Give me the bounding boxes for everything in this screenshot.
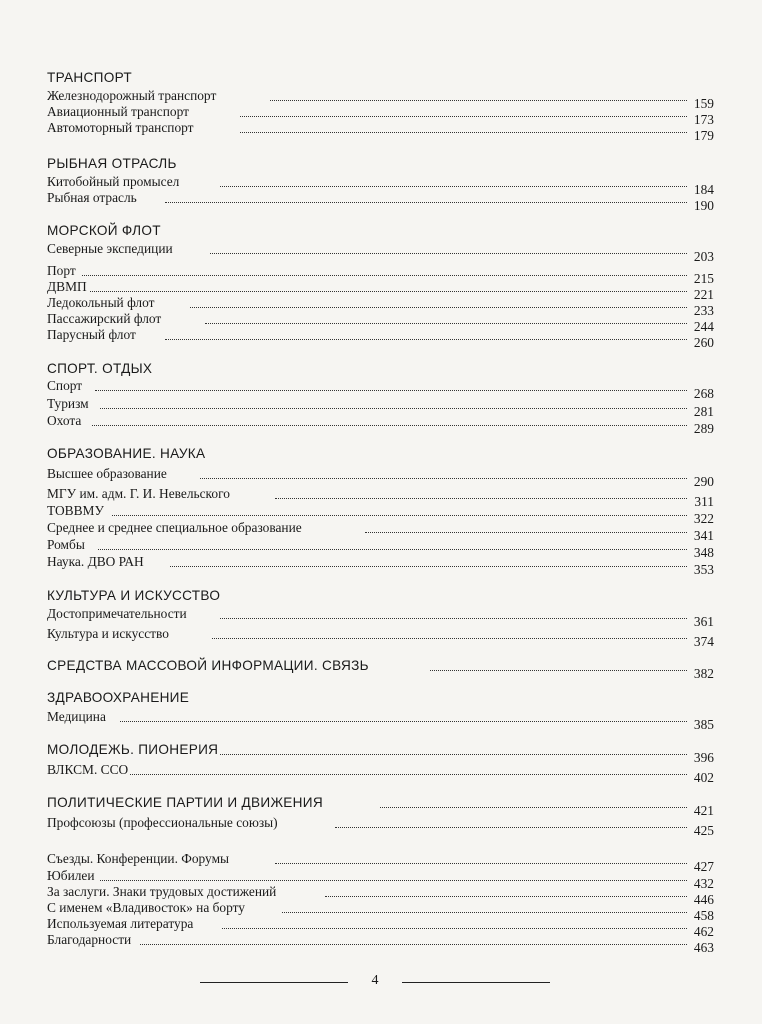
- toc-entry: [0, 263, 762, 286]
- dot-leader: [270, 100, 687, 101]
- dot-leader: [222, 928, 687, 929]
- dot-leader: [200, 478, 687, 479]
- section-heading-culture: КУЛЬТУРА И ИСКУССТВО: [47, 588, 221, 603]
- dot-leader: [275, 498, 687, 499]
- toc-entry-label: Железнодорожный транспорт: [47, 88, 217, 103]
- toc-entry-page: 233: [693, 303, 714, 318]
- toc-entry-page: 402: [693, 770, 714, 785]
- section-heading-sport: СПОРТ. ОТДЫХ: [47, 361, 153, 376]
- toc-entry-page: 184: [693, 182, 714, 197]
- toc-entry-label: Среднее и среднее специальное образование: [47, 520, 302, 535]
- dot-leader: [98, 549, 687, 550]
- toc-entry-label: Северные экспедиции: [47, 241, 173, 256]
- toc-entry-page: 462: [693, 924, 714, 939]
- toc-entry: [0, 554, 762, 577]
- toc-entry-page: 281: [693, 404, 714, 419]
- dot-leader: [120, 721, 687, 722]
- toc-entry: [0, 868, 762, 891]
- dot-leader: [220, 754, 687, 755]
- toc-entry-label: ВЛКСМ. ССО: [47, 762, 129, 777]
- toc-entry-label: Парусный флот: [47, 327, 136, 342]
- toc-entry: [0, 311, 762, 334]
- toc-entry-label: Туризм: [47, 396, 89, 411]
- toc-entry-label: Рыбная отрасль: [47, 190, 137, 205]
- toc-entry-page: 425: [693, 823, 714, 838]
- toc-entry-label: Профсоюзы (профессиональные союзы): [47, 815, 278, 830]
- toc-entry-label: Наука. ДВО РАН: [47, 554, 144, 569]
- dot-leader: [165, 202, 687, 203]
- toc-entry: [0, 815, 762, 838]
- toc-entry-page: 348: [693, 545, 714, 560]
- toc-entry-page: 446: [693, 892, 714, 907]
- toc-entry-page: 159: [693, 96, 714, 111]
- toc-entry: [0, 120, 762, 143]
- dot-leader: [240, 116, 687, 117]
- toc-entry: [0, 378, 762, 401]
- toc-entry-page: 463: [693, 940, 714, 955]
- toc-entry-label: Достопримечательности: [47, 606, 187, 621]
- toc-entry-page: 353: [693, 562, 714, 577]
- toc-entry-label: Юбилеи: [47, 868, 95, 883]
- toc-entry-label: Китобойный промысел: [47, 174, 180, 189]
- toc-entry: [0, 658, 762, 681]
- page-number: 4: [371, 973, 379, 988]
- toc-entry-page: 427: [693, 859, 714, 874]
- toc-entry: [0, 916, 762, 939]
- dot-leader: [220, 186, 687, 187]
- toc-entry: [0, 295, 762, 318]
- footer-rule-left: [200, 982, 348, 983]
- dot-leader: [92, 425, 687, 426]
- toc-entry-label: Культура и искусство: [47, 626, 169, 641]
- toc-entry-label: Спорт: [47, 378, 83, 393]
- toc-entry-label: Автомоторный транспорт: [47, 120, 194, 135]
- toc-entry-label: Пассажирский флот: [47, 311, 162, 326]
- toc-entry-page: 221: [693, 287, 714, 302]
- toc-entry: [0, 413, 762, 436]
- toc-entry-page: 361: [693, 614, 714, 629]
- toc-entry-label: Высшее образование: [47, 466, 167, 481]
- toc-entry: [0, 241, 762, 264]
- dot-leader: [275, 863, 687, 864]
- toc-entry: [0, 520, 762, 543]
- dot-leader: [365, 532, 687, 533]
- toc-entry: [0, 626, 762, 649]
- toc-entry-page: 385: [693, 717, 714, 732]
- toc-entry-label: Охота: [47, 413, 82, 428]
- toc-entry-page: 289: [693, 421, 714, 436]
- toc-entry-page: 290: [693, 474, 714, 489]
- toc-entry-label: Медицина: [47, 709, 106, 724]
- toc-entry: [0, 742, 762, 765]
- toc-entry-page: 341: [693, 528, 714, 543]
- toc-entry-label: ДВМП: [47, 279, 87, 294]
- toc-entry: [0, 932, 762, 955]
- toc-entry-label: За заслуги. Знаки трудовых достижений: [47, 884, 277, 899]
- toc-entry-page: 458: [693, 908, 714, 923]
- dot-leader: [210, 253, 687, 254]
- dot-leader: [90, 291, 687, 292]
- toc-entry-page: 382: [693, 666, 714, 681]
- toc-entry-label: Порт: [47, 263, 76, 278]
- toc-entry-label: Используемая литература: [47, 916, 194, 931]
- toc-entry-page: 260: [693, 335, 714, 350]
- toc-entry: [0, 88, 762, 111]
- section-heading-transport: ТРАНСПОРТ: [47, 70, 132, 85]
- section-heading-education: ОБРАЗОВАНИЕ. НАУКА: [47, 446, 206, 461]
- toc-entry-page: 268: [693, 386, 714, 401]
- toc-entry-label: Благодарности: [47, 932, 132, 947]
- toc-entry-label: Ромбы: [47, 537, 85, 552]
- toc-entry-label: МГУ им. адм. Г. И. Невельского: [47, 486, 230, 501]
- toc-entry: [0, 190, 762, 213]
- toc-entry: [0, 327, 762, 350]
- toc-entry-label: Ледокольный флот: [47, 295, 155, 310]
- toc-entry: [0, 174, 762, 197]
- toc-entry-page: 215: [693, 271, 714, 286]
- toc-entry-page: 322: [693, 511, 714, 526]
- toc-entry-page: 244: [693, 319, 714, 334]
- dot-leader: [190, 307, 687, 308]
- dot-leader: [82, 275, 687, 276]
- footer-rule-right: [402, 982, 550, 983]
- toc-entry-page: 421: [693, 803, 714, 818]
- section-heading-media: СРЕДСТВА МАССОВОЙ ИНФОРМАЦИИ. СВЯЗЬ: [47, 658, 369, 673]
- dot-leader: [430, 670, 687, 671]
- toc-entry: [0, 466, 762, 489]
- toc-entry: [0, 486, 762, 509]
- toc-entry-page: 311: [694, 494, 714, 509]
- dot-leader: [100, 880, 687, 881]
- section-heading-youth: МОЛОДЕЖЬ. ПИОНЕРИЯ: [47, 742, 219, 757]
- dot-leader: [220, 618, 687, 619]
- dot-leader: [100, 408, 687, 409]
- dot-leader: [165, 339, 687, 340]
- toc-entry-page: 179: [693, 128, 714, 143]
- dot-leader: [95, 390, 687, 391]
- toc-entry: [0, 537, 762, 560]
- dot-leader: [212, 638, 687, 639]
- toc-entry: [0, 709, 762, 732]
- toc-entry: [0, 795, 762, 818]
- toc-entry-page: 203: [693, 249, 714, 264]
- toc-entry: [0, 396, 762, 419]
- dot-leader: [325, 896, 687, 897]
- toc-entry: [0, 279, 762, 302]
- section-heading-navy: МОРСКОЙ ФЛОТ: [47, 223, 161, 238]
- dot-leader: [380, 807, 687, 808]
- toc-entry-label: Съезды. Конференции. Форумы: [47, 851, 230, 866]
- toc-entry-page: 396: [693, 750, 714, 765]
- section-heading-health: ЗДРАВООХРАНЕНИЕ: [47, 690, 190, 705]
- toc-entry: [0, 104, 762, 127]
- section-heading-fishing: РЫБНАЯ ОТРАСЛЬ: [47, 156, 177, 171]
- dot-leader: [112, 515, 687, 516]
- dot-leader: [130, 774, 687, 775]
- toc-entry-label: С именем «Владивосток» на борту: [47, 900, 246, 915]
- toc-entry-label: ТОВВМУ: [47, 503, 104, 518]
- dot-leader: [240, 132, 687, 133]
- toc-entry: [0, 851, 762, 874]
- toc-entry-page: 173: [693, 112, 714, 127]
- dot-leader: [282, 912, 687, 913]
- toc-entry: [0, 762, 762, 785]
- toc-entry-page: 374: [693, 634, 714, 649]
- dot-leader: [140, 944, 687, 945]
- toc-entry: [0, 900, 762, 923]
- toc-entry-page: 190: [693, 198, 714, 213]
- toc-entry-label: Авиационный транспорт: [47, 104, 189, 119]
- dot-leader: [170, 566, 687, 567]
- section-heading-politics: ПОЛИТИЧЕСКИЕ ПАРТИИ И ДВИЖЕНИЯ: [47, 795, 323, 810]
- toc-entry: [0, 503, 762, 526]
- toc-entry-page: 432: [693, 876, 714, 891]
- toc-entry: [0, 884, 762, 907]
- toc-entry: [0, 606, 762, 629]
- dot-leader: [205, 323, 687, 324]
- dot-leader: [335, 827, 687, 828]
